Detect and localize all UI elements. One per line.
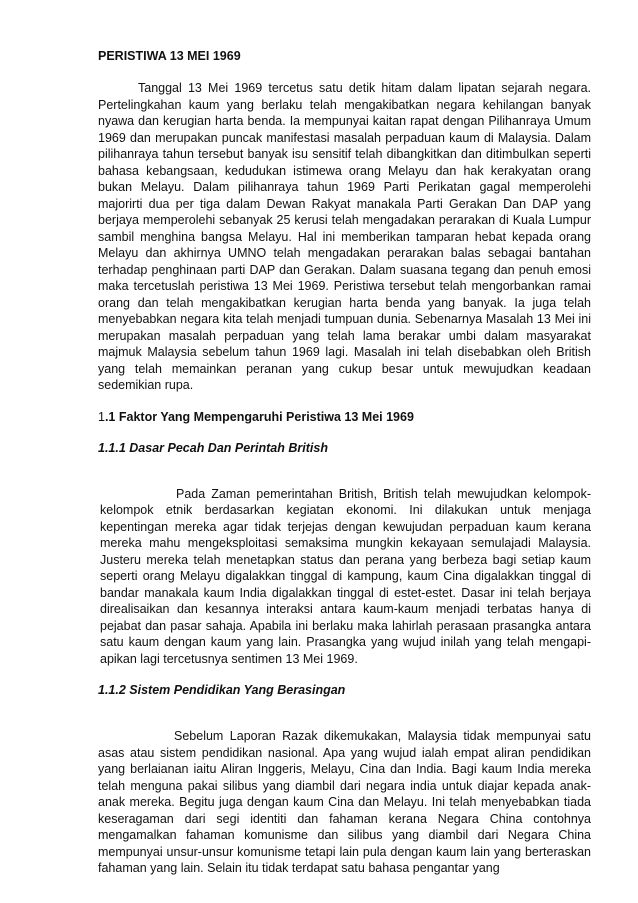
subsection-heading-1-1-2: 1.1.2 Sistem Pendidikan Yang Berasingan (98, 683, 346, 697)
document-page (98, 48, 591, 877)
intro-paragraph: Tanggal 13 Mei 1969 tercetus satu detik hitam dalam lipatan sejarah negara. Pertelingkahan kaum yang berlaku telah mengakibatkan negara kehilangan banyak nyawa dan kerugian harta benda. Ia mempunyai kaitan rapat dengan Pilihanraya Umum 1969 dan merupakan puncak manifestasi masalah perpaduan kaum di Malaysia. Dalam pilihanraya tahun tersebut banyak isu sensitif telah dibangkitkan dan ditimbulkan seperti bahasa kebangsaan, kedudukan istimewa orang Melayu dan hak kerakyatan orang bukan Melayu. Dalam pilihanraya tahun 1969 Parti Perikatan gagal memperolehi majorirti dua per tiga dalam Dewan Rakyat manakala Parti Gerakan Dan DAP yang berjaya memperolehi sebanyak 25 kerusi telah mengadakan perarakan di Kuala Lumpur sambil menghina bangsa Melayu. Hal ini memberikan tamparan hebat kepada orang Melayu dan akhirnya UMNO telah mengadakan perarakan balas sebagai bantahan terhadap penghinaan parti DAP dan Gerakan. Dalam suasana tegang dan penuh emosi maka tercetuslah peristiwa 13 Mei 1969. Peristiwa tersebut telah mengorbankan ramai orang dan telah mengakibatkan kerugian harta benda yang banyak. Ia juga telah menyebabkan negara kita telah menjadi tumpuan dunia. Sebenarnya Masalah 13 Mei ini merupakan masalah perpaduan yang telah lama berakar umbi dalam masyarakat majmuk Malaysia sebelum tahun 1969 lagi. Masalah ini telah disebabkan oleh British yang telah memainkan peranan yang cukup besar untuk mewujudkan keadaan sedemikian rupa. (98, 81, 591, 392)
document-title: PERISTIWA 13 MEI 1969 (98, 49, 241, 63)
section-heading-text: Faktor Yang Mempengaruhi Peristiwa 13 Mei 1969 (118, 409, 414, 424)
section-number-bold: .1 (104, 409, 116, 424)
section-heading-1-1 (98, 409, 591, 425)
subsection-heading-1-1-1: 1.1.1 Dasar Pecah Dan Perintah British (98, 440, 328, 455)
paragraph-sistem-pendidikan: Sebelum Laporan Razak dikemukakan, Malaysia tidak mempunyai satu asas atau sistem pendidikan nasional. Apa yang wujud ialah empat aliran pendidikan yang berlaianan iaitu Aliran Inggeris, Melayu, Cina dan India. Bagi kaum India mereka telah menguna pakai silibus yang diambil dari negara india untuk diajar kepada anak-anak mereka. Begitu juga dengan kaum Cina dan Melayu. Ini telah menyebabkan tiada keseragaman dari segi identiti dan fahaman kerana Negara China contohnya mengamalkan fahaman komunisme dan silibus yang diambil dari Negara China mempunyai unsur-unsur komunisme tetapi lain pula dengan kaum lain yang berteraskan fahaman yang lain. Selain itu tidak terdapat satu bahasa pengantar yang (98, 729, 591, 875)
section-number-plain: 1 (98, 409, 105, 424)
paragraph-dasar-pecah-perintah: Pada Zaman pemerintahan British, British telah mewujudkan kelompok-kelompok etnik berdasarkan kegiatan ekonomi. Ini dilakukan untuk menjaga kepentingan mereka agar tidak terjejas dengan kewujudan perpaduan kaum kerana mereka mahu mengeksploitasi semaksima mungkin kekayaan semulajadi Malaysia. Justeru mereka telah menetapkan status dan perana yang berbeza bagi setiap kaum seperti orang Melayu digalakkan tinggal di kampung, kaum Cina digalakkan tinggal di bandar manakala kaum India digalakkan tinggal di estet-estet. Dasar ini telah berjaya direalisaikan dan kesannya interaksi antara kaum-kaum menjadi terbatas hanya di pejabat dan pasar sahaja. Apabila ini berlaku maka lahirlah perasaan prasangka antara satu kaum dengan kaum yang lain. Prasangka yang wujud inilah yang telah mengapi-apikan lagi tercetusnya sentimen 13 Mei 1969. (100, 486, 591, 666)
